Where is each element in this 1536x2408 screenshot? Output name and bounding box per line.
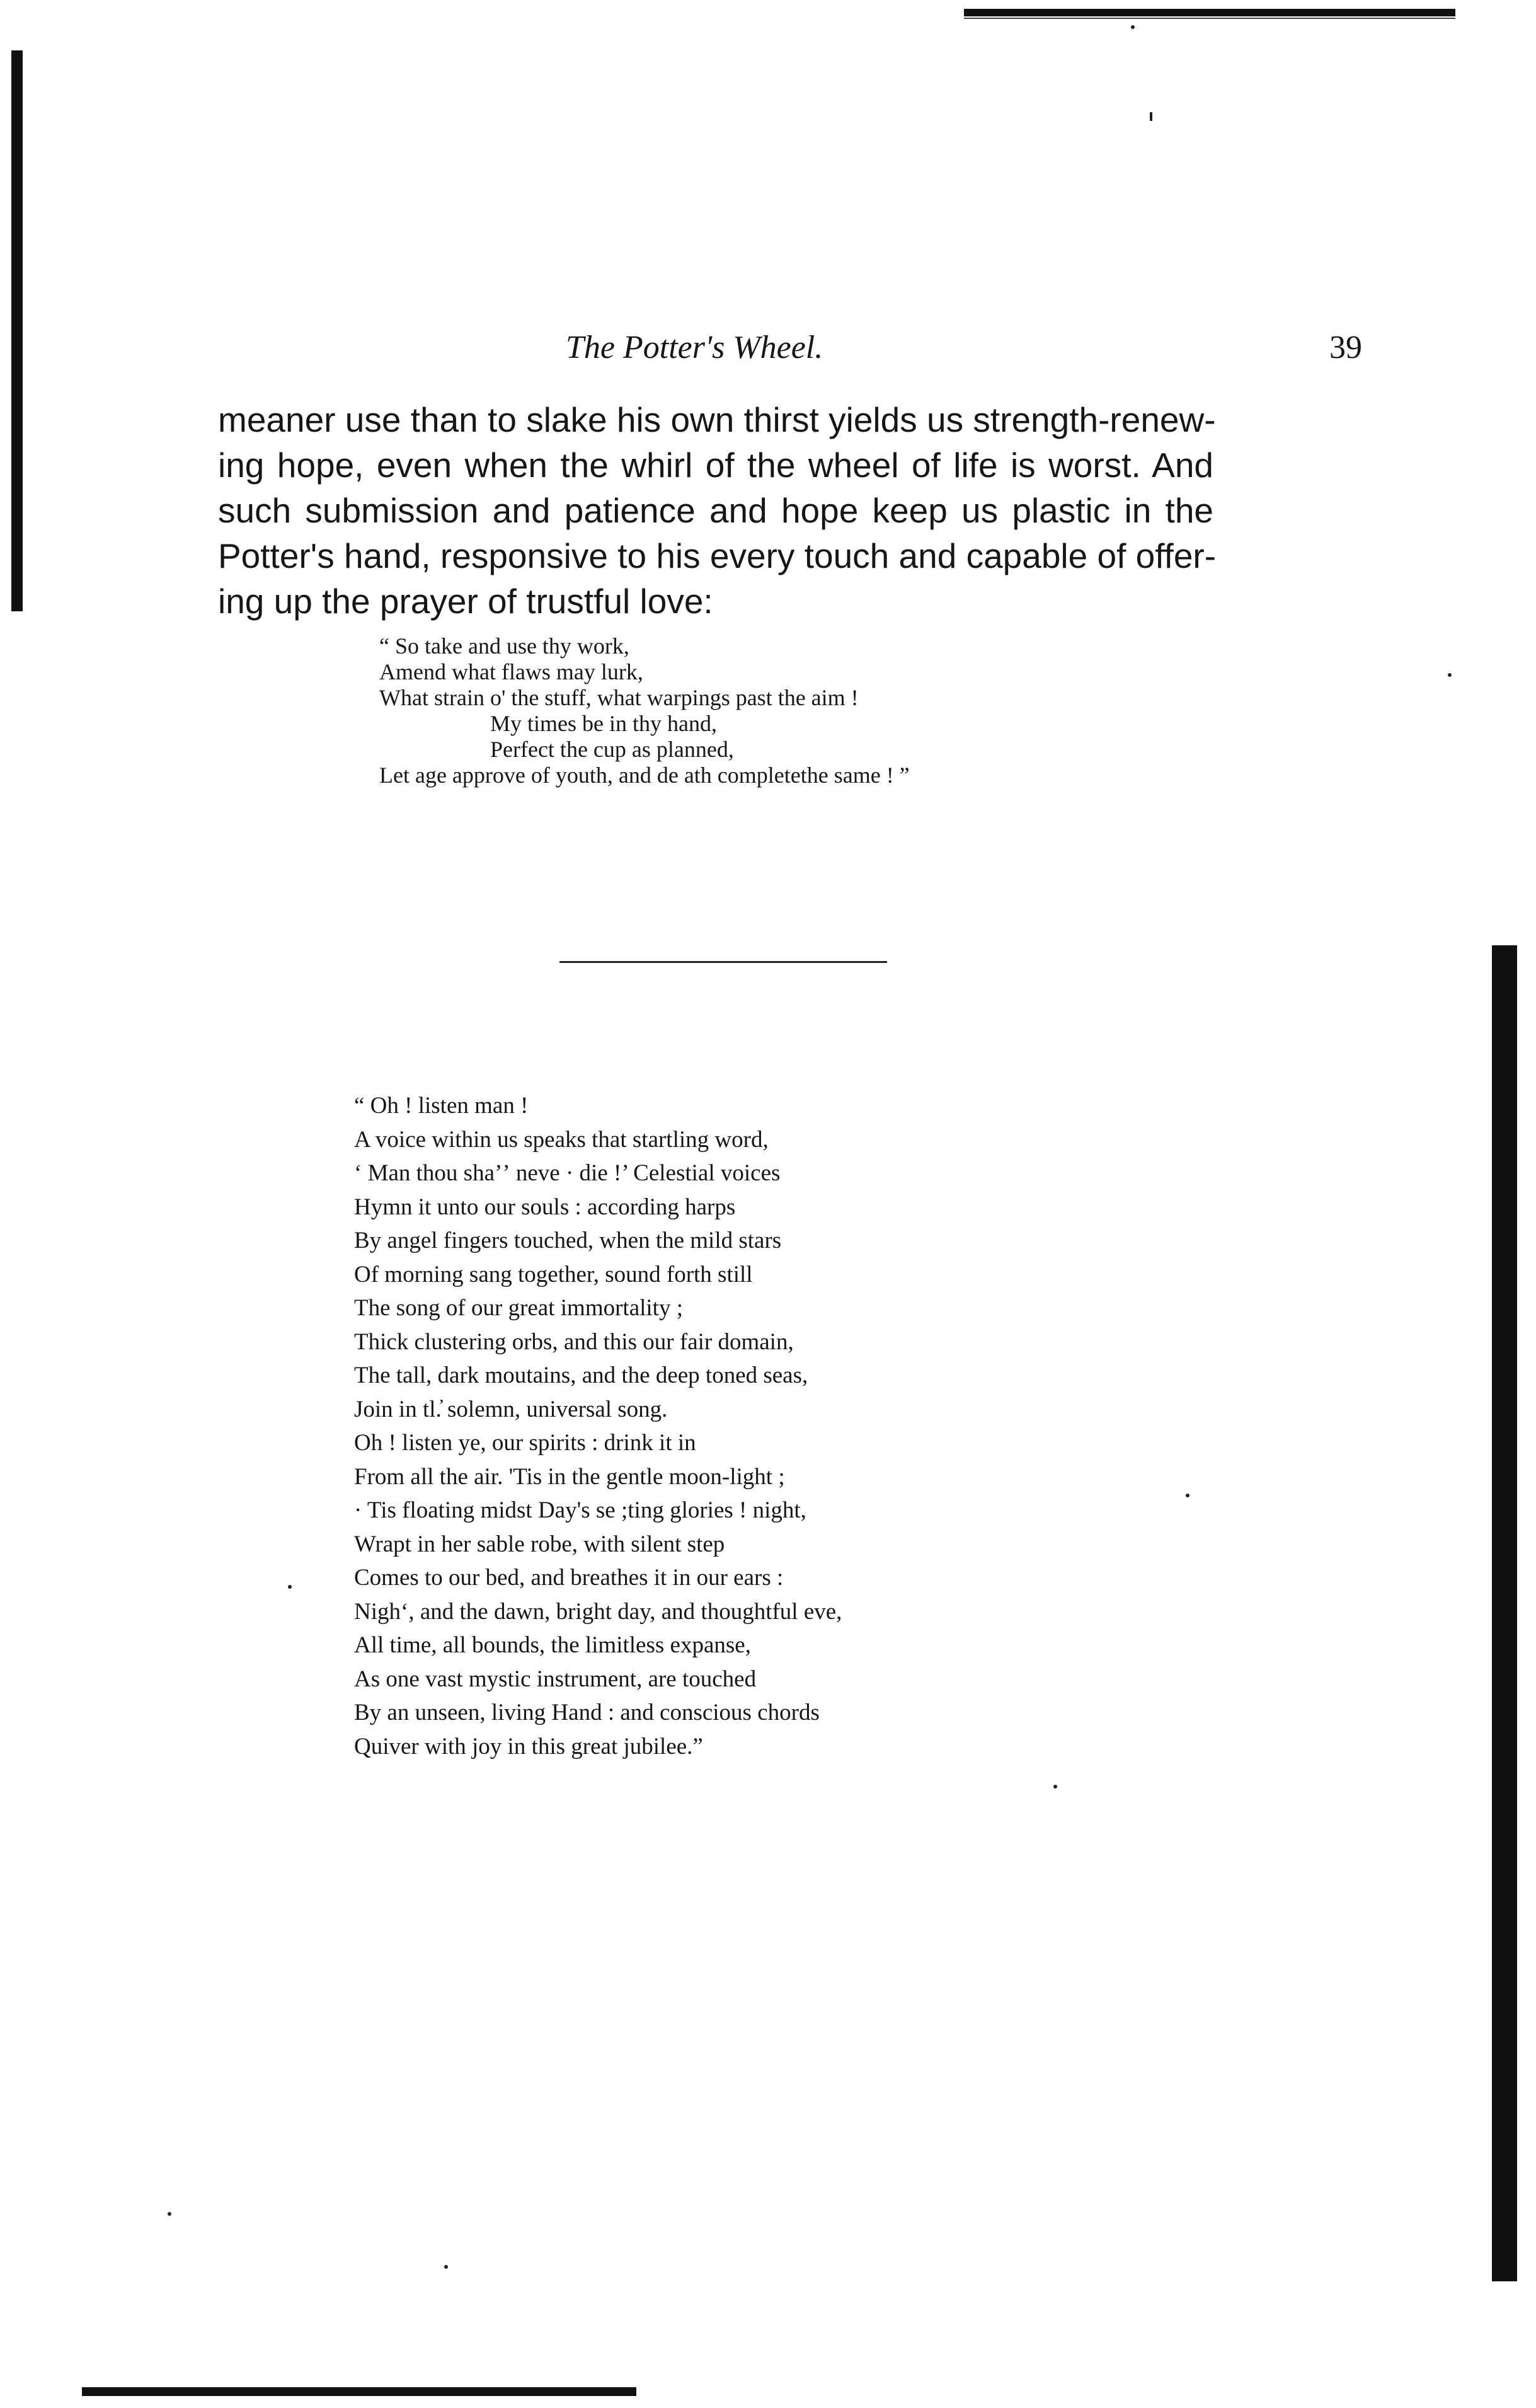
poem-line: Amend what flaws may lurk,	[379, 659, 643, 684]
page-number: 39	[1329, 330, 1362, 366]
prose-line: ing up the prayer of trustful love:	[218, 582, 713, 621]
poem-line: The tall, dark moutains, and the deep toned seas,	[354, 1362, 808, 1388]
poem-line: “ So take and use thy work,	[379, 633, 629, 659]
poem-line: Oh ! listen ye, our spirits : drink it in	[354, 1430, 696, 1456]
poem-line: By an unseen, living Hand : and conscious chords	[354, 1700, 820, 1725]
scan-edge-left	[11, 50, 23, 611]
poem-line: Hymn it unto our souls : according harps	[354, 1194, 736, 1220]
scan-speck	[1186, 1494, 1189, 1497]
poem-line: Comes to our bed, and breathes it in our ears :	[354, 1565, 784, 1591]
scan-speck	[1131, 25, 1135, 29]
poem-line: By angel fingers touched, when the mild stars	[354, 1228, 782, 1253]
poem-line: Perfect the cup as planned,	[490, 737, 734, 762]
prose-paragraph	[218, 397, 1217, 624]
poem-line: “ Oh ! listen man !	[354, 1093, 529, 1119]
poem-quotation-2	[354, 1089, 842, 1763]
scan-edge-bottom	[82, 2387, 636, 2396]
scan-edge-right	[1492, 945, 1517, 2281]
poem-line: Quiver with joy in this great jubilee.”	[354, 1733, 703, 1760]
poem-line: Of morning sang together, sound forth still	[354, 1261, 753, 1288]
scan-speck	[1150, 112, 1152, 121]
poem-line: As one vast mystic instrument, are touched	[354, 1666, 757, 1692]
running-title: The Potter's Wheel.	[566, 330, 823, 366]
poem-line: What strain o' the stuff, what warpings past the aim !	[379, 685, 859, 710]
scan-speck	[444, 2265, 448, 2269]
section-divider	[559, 961, 887, 963]
prose-line: such submission and patience and hope keep us plastic in the	[218, 491, 1213, 530]
poem-line: All time, all bounds, the limitless expanse,	[354, 1632, 751, 1658]
prose-line: Potter's hand, responsive to his every touch and capable of offer-	[218, 536, 1217, 575]
poem-line: From all the air. 'Tis in the gentle moon-light ;	[354, 1463, 785, 1490]
scan-edge-top	[964, 9, 1455, 16]
poem-line: Let age approve of youth, and de ath completethe same ! ”	[379, 763, 910, 788]
poem-line: ‘ Man thou shaʼʼ neve · die !’ Celestial voices	[354, 1160, 781, 1186]
scan-speck	[1448, 673, 1452, 677]
poem-line: Join in tl.̓ solemn, universal song.	[354, 1396, 668, 1422]
scan-speck	[168, 2212, 171, 2216]
scan-speck	[1053, 1785, 1057, 1789]
poem-line: Nigh‘, and the dawn, bright day, and thoughtful eve,	[354, 1598, 842, 1625]
scan-speck	[288, 1585, 292, 1589]
poem-line: A voice within us speaks that startling word,	[354, 1126, 769, 1153]
poem-line: Wrapt in her sable robe, with silent step	[354, 1531, 725, 1557]
poem-line: The song of our great immortality ;	[354, 1295, 683, 1321]
poem-line: My times be in thy hand,	[490, 711, 717, 736]
prose-line: meaner use than to slake his own thirst yields us strength-renew-	[218, 400, 1216, 439]
scan-edge-top-thin	[964, 18, 1455, 19]
prose-line: ing hope, even when the whirl of the wheel of life is worst. And	[218, 446, 1213, 485]
poem-quotation-1	[379, 633, 910, 788]
poem-line: Thick clustering orbs, and this our fair domain,	[354, 1328, 794, 1355]
poem-line: · Tis floating midst Day's se ;ting glories ! night,	[354, 1497, 806, 1523]
